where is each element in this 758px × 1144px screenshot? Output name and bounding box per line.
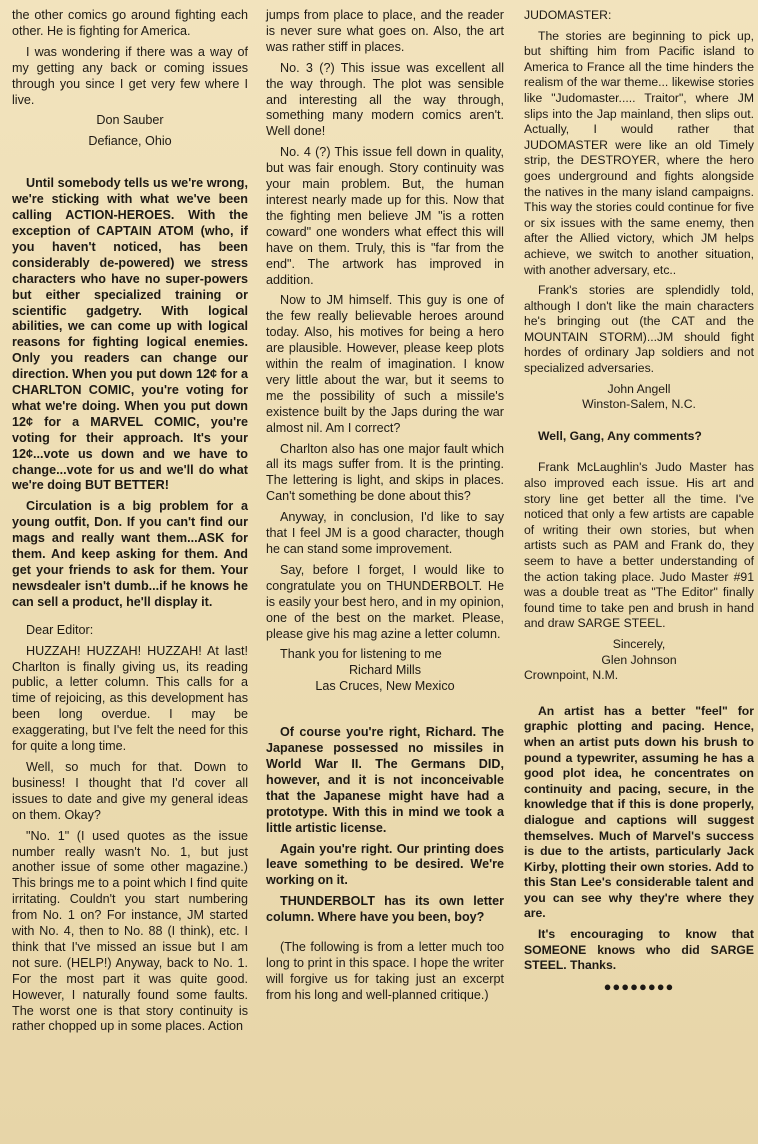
letter-text: Anyway, in conclusion, I'd like to say that I feel JM is a good character, though he can stand some improvement. [266, 510, 504, 556]
letter-text: Now to JM himself. This guy is one of the few really believable heroes around today. Also, his motives for being a hero are plausible. However, please keep plots within the realm of imagination. I know very little about the war, but it seems to me the possibility of such a missile's existence built by the Japs during the war almost nil. Am I correct? [266, 293, 504, 435]
editor-reply: THUNDERBOLT has its own letter column. Where have you been, boy? [266, 894, 504, 925]
letter-text: Say, before I forget, I would like to congratulate you on THUNDERBOLT. He is easily your best hero, and in my opinion, one of the best on the market. Please, please give his mag azine a letter column. [266, 562, 505, 641]
letter-text: The stories are beginning to pick up, but shifting him from Pacific island to America to France all the time hinders the realism of the war theme... likewise stories like "Judomaster..... Traitor", where JM slips into the Jap mainland, then slips out. Actually, I would rather that JUDOMASTER were like an old Timely strip, the DESTROYER, where the hero goes underground and fights alongside the natives in the many island campaigns. This way the stories could continue for five or six issues with the same enemy, then after the Allied victory, which JM helps achieve, we switch to another situation, with another adversary, etc.. [524, 28, 754, 277]
signature-name: Richard Mills [348, 663, 422, 678]
letter-text: No. 3 (?) This issue was excellent all the way through. The plot was sensible and interesting all the way through, something many modern comics aren't. Well done! [266, 60, 504, 139]
column-1 [12, 8, 248, 1040]
editor-note: (The following is from a letter much too long to print in this space. I hope the writer will forgive us for taking just an excerpt from his long and well-planned critique.) [266, 940, 504, 1002]
letter-text: Well, so much for that. Down to business! I thought that I'd cover all issues to date and give my general ideas on them. Okay? [12, 759, 248, 822]
letter-text: Charlton also has one major fault which all its mags suffer from. It is the printing. The lettering is light, and skips in places. Can't something be done about this? [266, 441, 504, 504]
editor-reply: An artist has a better "feel" for graphic plotting and pacing. Hence, when an artist puts down his brush to pound a typewriter, assuming he has a good plot idea, he concentrates on continuity and pacing, secure, in the knowledge that if this is done properly, dialogue and captions will suggest themselves. Much of Marvel's success is due to the artists, particularly Jack Kirby, plotting their own stories. Add to this Stan Lee's considerable talent and you can see why they're where they are. [524, 703, 754, 921]
letter-text: Thank you for listening to me [280, 647, 442, 662]
letter-text: No. 4 (?) This issue fell down in quality, but was fair enough. Story continuity was your main problem. But, the human interest nearly made up for this. Now that the fighting men believe JM "is a rotten coward" one wonders what effect this will have on them. Truly, this is "far from the end". The artwork has improved in addition. [266, 145, 504, 287]
letter-salutation: Dear Editor: [26, 622, 94, 637]
letter-text: "No. 1" (I used quotes as the issue number really wasn't No. 1, but just another issue of some other magazine.) This brings me to a point which I find quite irritating. Couldn't you start numbering from No. 1 on? For instance, JM started with No. 4, then to No. 88 (I think), etc. I think that I've missed an issue but I am not sure. (HELP!) Anyway, back to No. 1. For the most part it was quite good. However, I naturally found some faults. The worst one is that story continuity is rather chopped up in some places. Action [12, 828, 248, 1034]
signature-name: John Angell [607, 381, 671, 396]
signature-name: Glen Johnson [601, 652, 677, 667]
signature-place: Crownpoint, N.M. [524, 668, 619, 683]
section-divider: ●●●●●●●● [603, 978, 675, 994]
editor-reply: Circulation is a big problem for a young outfit, Don. If you can't find our mags and really want them...ASK for them. And keep asking for them. And get your friends to ask for them. Your newsdealer isn't dumb...if he knows he can sell a product, he'll display it. [12, 499, 248, 609]
letter-text: jumps from place to place, and the reader is never sure what goes on. Also, the art was rather stiff in places. [266, 8, 504, 54]
editor-reply: Again you're right. Our printing does leave something to be desired. We're working on it. [266, 841, 504, 888]
signature-place: Defiance, Ohio [88, 134, 172, 149]
editor-reply: It's encouraging to know that SOMEONE knows who did SARGE STEEL. Thanks. [524, 927, 754, 973]
letter-closing: Sincerely, [612, 636, 666, 651]
letter-text: I was wondering if there was a way of my getting any back or coming issues through you since I get very few where I live. [12, 44, 248, 107]
letter-text: HUZZAH! HUZZAH! HUZZAH! At last! Charlton is finally giving us, its reading public, a letter column. This calls for a time of rejoicing, as this development has been long overdue. I may be exaggerating, but I've felt the need for this for quite a long time. [12, 643, 248, 754]
letter-text: the other comics go around fighting each other. He is fighting for America. [12, 8, 248, 38]
letter-text: Frank McLaughlin's Judo Master has also improved each issue. His art and story line get better all the time. I've noticed that only a few artists are capable of writing their own stories, but when artists such as PAM and Frank do, they seem to have a better understanding of the action taking place. Judo Master #91 was a double treat as "The Editor" finally found time to take pen and brush in hand and draw SARGE STEEL. [524, 460, 754, 631]
section-heading: JUDOMASTER: [524, 8, 612, 22]
signature-place: Las Cruces, New Mexico [315, 679, 455, 694]
letter-text: Frank's stories are splendidly told, although I don't like the main characters he's bringing out (the CAT and the MOUNTAIN STORM)...JM should fight hordes of ordinary Jap soldiers and not specialized adversaries. [524, 283, 754, 376]
editor-reply: Until somebody tells us we're wrong, we're sticking with what we've been calling ACTION-HEROES. With the exception of CAPTAIN ATOM (who, if you haven't noticed, has been considerably de-powered) we stress characters who have no super-powers but either specialized training or scientific gadgetry. With logical abilities, we can come up with logical reasons for fighting logical enemies. Only you readers can change our direction. When you put down 12¢ for a CHARLTON COMIC, you're voting for what we're doing. When you put down 12¢ for a MARVEL COMIC, you're voting for their approach. It's your 12¢...vote us down and we have to change...vote for us and we'll do what we're doing BUT BETTER! [12, 176, 248, 493]
column-2 [266, 8, 504, 1009]
column-3 [524, 8, 754, 999]
editor-question: Well, Gang, Any comments? [538, 428, 702, 443]
editor-reply: Of course you're right, Richard. The Japanese possessed no missiles in World War II. The Germans DID, however, and it is not inconceivable that the Japanese might have had a prototype. With this in mind we took a little artistic license. [266, 725, 504, 835]
signature-name: Don Sauber [96, 113, 164, 128]
signature-place: Winston-Salem, N.C. [582, 397, 696, 412]
